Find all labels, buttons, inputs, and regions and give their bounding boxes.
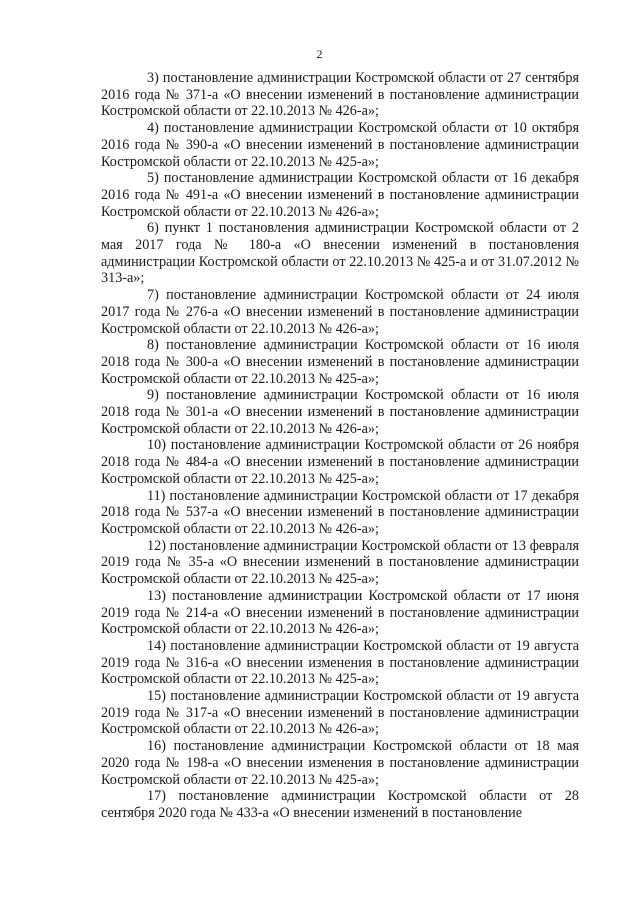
item-text: постановление администрации Костромской области от 19 августа 2019 года № 316-а «О внесении изменения в постановление администрации Костромской области от 22.10.2013 № 425-а»; xyxy=(101,637,579,688)
item-text: постановление администрации Костромской области от 16 июля 2018 года № 300-а «О внесении изменений в постановление администрации Костромской области от 22.10.2013 № 425-а»; xyxy=(101,337,580,387)
item-text: пункт 1 постановления администрации Костромской области от 2 мая 2017 года № 180-а «О внесении изменений в постановления администрации Костромской области от 22.10.2013 № 425-а и от 31.07.2012 № 313-а»; xyxy=(101,220,580,287)
list-item xyxy=(101,337,579,387)
item-number: 7) xyxy=(147,287,159,304)
item-text: постановление администрации Костромской области от 24 июля 2017 года № 276-а «О внесении изменений в постановление администрации Костромской области от 22.10.2013 № 426-а»; xyxy=(101,287,580,337)
item-number: 10) xyxy=(147,437,166,454)
item-number: 6) xyxy=(147,220,159,237)
list-item xyxy=(101,738,579,788)
list-item xyxy=(101,638,579,688)
list-item xyxy=(101,488,579,538)
document-body xyxy=(101,70,579,822)
item-number: 4) xyxy=(147,120,159,137)
item-number: 9) xyxy=(147,387,159,404)
item-number: 11) xyxy=(147,487,166,504)
item-number: 15) xyxy=(147,688,166,705)
page-number: 2 xyxy=(316,47,323,61)
item-number: 12) xyxy=(147,537,166,554)
list-item xyxy=(101,287,579,337)
list-item xyxy=(101,437,579,487)
list-item xyxy=(101,170,579,220)
item-text: постановление администрации Костромской области от 27 сентября 2016 года № 371-а «О внесении изменений в постановление администрации Костромской области от 22.10.2013 № 426-а»; xyxy=(101,70,579,120)
item-text: постановление администрации Костромской области от 18 мая 2020 года № 198-а «О внесении изменения в постановление администрации Костромской области от 22.10.2013 № 425-а»; xyxy=(101,738,579,788)
item-text: постановление администрации Костромской области от 26 ноября 2018 года № 484-а «О внесении изменений в постановление администрации Костромской области от 22.10.2013 № 425-а»; xyxy=(101,437,579,487)
item-number: 16) xyxy=(147,738,166,755)
list-item xyxy=(101,688,579,738)
list-item xyxy=(101,220,579,287)
list-item xyxy=(101,788,579,821)
item-text: постановление администрации Костромской области от 17 декабря 2018 года № 537-а «О внесении изменений в постановление администрации Костромской области от 22.10.2013 № 426-а»; xyxy=(101,487,580,537)
item-number: 13) xyxy=(147,587,166,604)
item-text: постановление администрации Костромской области от 28 сентября 2020 года № 433-а «О внесении изменений в постановление xyxy=(101,788,579,821)
list-item xyxy=(101,70,579,120)
item-number: 8) xyxy=(147,337,159,354)
list-item xyxy=(101,588,579,638)
item-text: постановление администрации Костромской области от 10 октября 2016 года № 390-а «О внесении изменений в постановление администрации Костромской области от 22.10.2013 № 425-а»; xyxy=(101,120,580,170)
item-number: 3) xyxy=(147,70,159,86)
list-item xyxy=(101,538,579,588)
item-number: 17) xyxy=(147,788,166,805)
item-text: постановление администрации Костромской области от 13 февраля 2019 года № 35-а «О внесении изменений в постановление администрации Костромской области от 22.10.2013 № 425-а»; xyxy=(101,537,580,588)
item-text: постановление администрации Костромской области от 19 августа 2019 года № 317-а «О внесении изменений в постановление администрации Костромской области от 22.10.2013 № 426-а»; xyxy=(101,688,579,738)
item-number: 5) xyxy=(147,170,159,187)
item-number: 14) xyxy=(147,637,166,654)
item-text: постановление администрации Костромской области от 17 июня 2019 года № 214-а «О внесении изменений в постановление администрации Костромской области от 22.10.2013 № 426-а»; xyxy=(101,587,579,638)
item-text: постановление администрации Костромской области от 16 июля 2018 года № 301-а «О внесении изменений в постановление администрации Костромской области от 22.10.2013 № 426-а»; xyxy=(101,387,580,437)
item-text: постановление администрации Костромской области от 16 декабря 2016 года № 491-а «О внесении изменений в постановление администрации Костромской области от 22.10.2013 № 426-а»; xyxy=(101,170,580,220)
list-item xyxy=(101,387,579,437)
list-item xyxy=(101,120,579,170)
